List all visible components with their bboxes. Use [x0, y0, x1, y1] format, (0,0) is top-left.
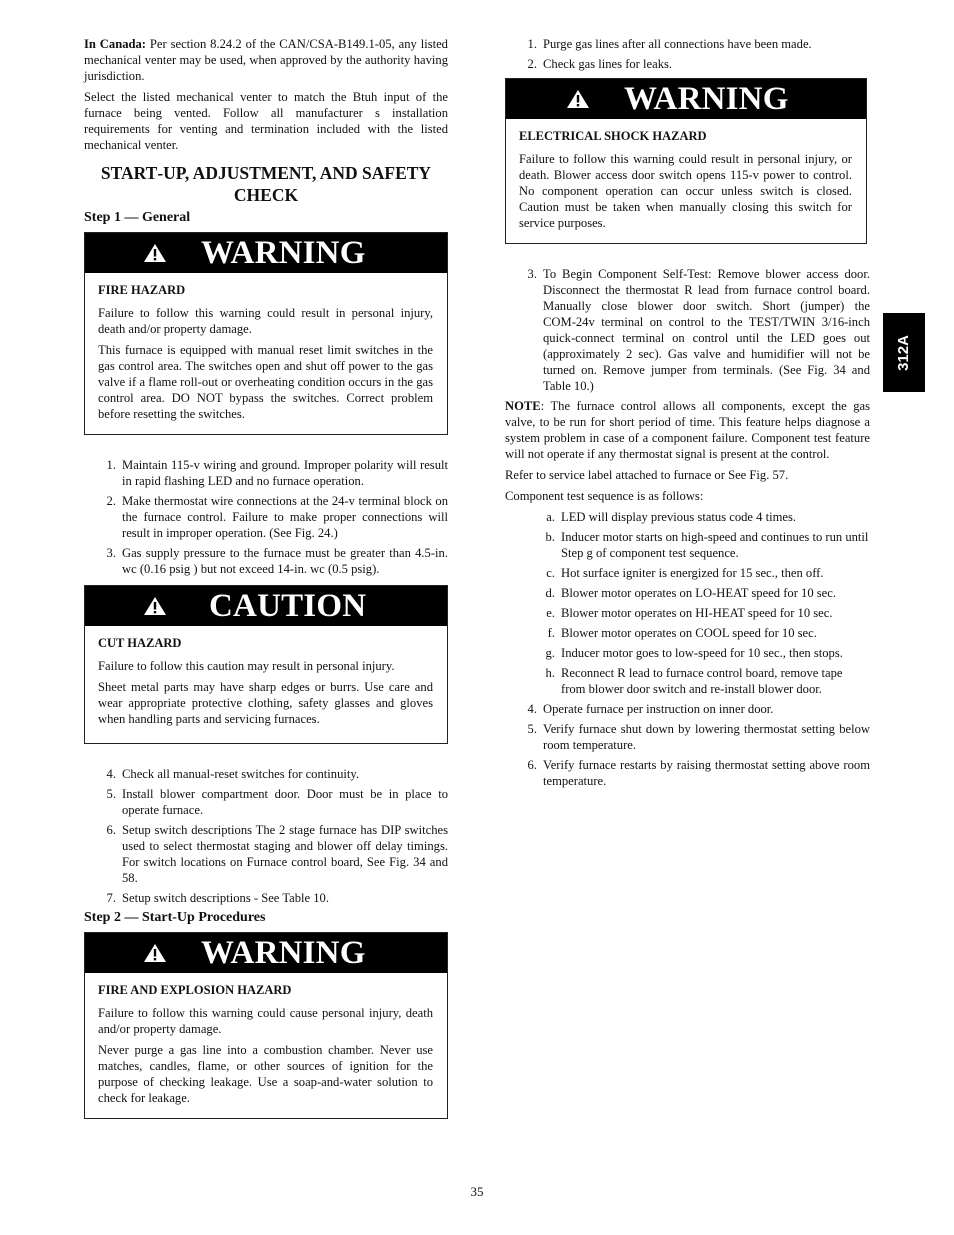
checklist-2 — [84, 766, 448, 906]
caution-title: CUT HAZARD — [98, 636, 182, 650]
fire-explosion-warning-box — [84, 932, 448, 1119]
page-number: 35 — [470, 1184, 484, 1199]
warning-text-1: Failure to follow this warning could cause personal injury, death and/or property damage. — [98, 1006, 433, 1036]
warning-title: FIRE AND EXPLOSION HAZARD — [98, 983, 292, 997]
caution-text-1: Failure to follow this caution may result in personal injury. — [98, 659, 395, 673]
warning-body — [506, 119, 866, 243]
warning-banner — [85, 933, 447, 973]
sequence-intro: Component test sequence is as follows: — [505, 489, 704, 503]
warning-triangle-icon — [143, 243, 167, 263]
warning-triangle-icon — [566, 89, 590, 109]
warning-text-2: This furnace is equipped with manual reset limit switches in the gas control area. The switches open and shut off power to the gas valve if a flame roll‑out or overheating condition occurs in the gas control area. DO NOT bypass the switches. Correct problem before resetting the switches. — [98, 343, 433, 421]
section-heading: START‑UP, ADJUSTMENT, AND SAFETY CHECK — [100, 163, 432, 205]
note-paragraph — [505, 398, 870, 462]
list-item: 7. Setup switch descriptions ‑ See Table 10. — [106, 891, 329, 905]
fire-hazard-warning-box — [84, 232, 448, 435]
step2-heading: Step 2 — Start‑Up Procedures — [84, 910, 266, 925]
list-item: d. Blower motor operates on LO‑HEAT speed for 10 sec. — [545, 586, 837, 600]
list-item: 6. Verify furnace restarts by raising thermostat setting above room temperature. — [527, 758, 870, 788]
caution-banner — [85, 586, 447, 626]
caution-body — [85, 626, 447, 743]
list-item: h. Reconnect R lead to furnace control board, remove tape from blower door switch and re‑install blower door. — [545, 666, 843, 696]
list-item: 2. Make thermostat wire connections at the 24‑v terminal block on the furnace control. Failure to make proper connections will result in improper operation. (See Fig. 24.) — [106, 494, 448, 540]
canada-text: Per section 8.24.2 of the CAN/CSA‑B149.1‑05, any listed mechanical venter may be used, when approved by the authority having jurisdiction. — [84, 37, 448, 83]
side-tab-label: 312A — [894, 334, 912, 371]
electrical-shock-warning-box — [505, 78, 867, 244]
canada-paragraph — [84, 36, 448, 84]
warning-text-1: Failure to follow this warning could result in personal injury, death and/or property damage. — [98, 306, 433, 336]
venter-paragraph: Select the listed mechanical venter to match the Btuh input of the furnace being vented. Follow all manufacturer s installation requirements for venting and termination included with the listed mechanical venter. — [84, 90, 448, 152]
list-item: f. Blower motor operates on COOL speed for 10 sec. — [547, 626, 817, 640]
final-steps-list — [505, 701, 870, 789]
list-item: 5. Install blower compartment door. Door must be in place to operate furnace. — [106, 787, 448, 817]
note-text: : The furnace control allows all components, except the gas valve, to be run for short period of time. This feature helps diagnose a system problem in case of a component failure. Component test feature will not operate if any thermostat signal is present at the control. — [505, 399, 870, 461]
side-tab — [883, 313, 925, 392]
note-label: NOTE — [505, 399, 541, 413]
caution-banner-text: CAUTION — [209, 588, 367, 624]
canada-label: In Canada: — [84, 37, 146, 51]
warning-title: FIRE HAZARD — [98, 283, 186, 297]
list-item: g. Inducer motor goes to low‑speed for 10 sec., then stops. — [545, 646, 843, 660]
warning-triangle-icon — [143, 943, 167, 963]
checklist-1 — [84, 457, 448, 577]
warning-text-1: Failure to follow this warning could result in personal injury, or death. Blower access door switch opens 115‑v power to control. No component operation can occur unless switch is closed. Caution must be taken when manually closing this switch for service purposes. — [519, 152, 852, 230]
list-item: 2. Check gas lines for leaks. — [527, 57, 673, 71]
list-item: 3. Gas supply pressure to the furnace must be greater than 4.5‑in. wc (0.16 psig ) but not exceed 14‑in. wc (0.5 psig). — [106, 546, 448, 576]
list-item: 4. Operate furnace per instruction on inner door. — [527, 702, 774, 716]
right-column — [505, 36, 870, 793]
list-item: 4. Check all manual‑reset switches for continuity. — [106, 767, 359, 781]
list-item: b. Inducer motor starts on high‑speed and continues to run until Step g of component test sequence. — [545, 530, 869, 560]
warning-banner-text: WARNING — [201, 235, 366, 271]
self-test-list — [505, 266, 870, 394]
list-item: c. Hot surface igniter is energized for 15 sec., then off. — [546, 566, 824, 580]
warning-banner — [506, 79, 866, 119]
list-item: 3. To Begin Component Self‑Test: Remove blower access door. Disconnect the thermostat R lead from furnace control board. Manually close blower door switch. Short (jumper) the COM‑24v terminal on control to the TEST/TWIN 3/16‑inch quick‑connect terminal on control until the LED goes out (approximately 2 sec). Gas valve and humidifier will not be turned on. Remove jumper from terminals. (See Fig. 34 and Table 10.) — [527, 267, 870, 393]
warning-triangle-icon — [143, 596, 167, 616]
list-item: 5. Verify furnace shut down by lowering thermostat setting below room temperature. — [527, 722, 870, 752]
refer-paragraph: Refer to service label attached to furnace or See Fig. 57. — [505, 468, 789, 482]
purge-list — [505, 36, 870, 72]
list-item: 1. Purge gas lines after all connections have been made. — [527, 37, 812, 51]
warning-title: ELECTRICAL SHOCK HAZARD — [519, 129, 707, 143]
list-item: e. Blower motor operates on HI‑HEAT speed for 10 sec. — [546, 606, 833, 620]
component-test-sequence — [505, 509, 870, 697]
caution-text-2: Sheet metal parts may have sharp edges or burrs. Use care and wear appropriate protective clothing, safety glasses and gloves when handling parts and servicing furnaces. — [98, 680, 433, 726]
warning-banner-text: WARNING — [201, 935, 366, 971]
cut-hazard-caution-box — [84, 585, 448, 744]
list-item: 6. Setup switch descriptions The 2 stage furnace has DIP switches used to select thermostat staging and blower off delay timings. For switch locations on Furnace control board, See Fig. 34 and 58. — [106, 823, 448, 885]
list-item: 1. Maintain 115‑v wiring and ground. Improper polarity will result in rapid flashing LED and no furnace operation. — [106, 458, 448, 488]
warning-body — [85, 973, 447, 1118]
warning-text-2: Never purge a gas line into a combustion chamber. Never use matches, candles, flame, or other sources of ignition for the purpose of checking leakage. Use a soap‑and‑water solution to check for leakage. — [98, 1043, 433, 1105]
step1-heading: Step 1 — General — [84, 210, 191, 225]
warning-body — [85, 273, 447, 434]
warning-banner-text: WARNING — [624, 81, 789, 117]
left-column — [84, 36, 448, 1141]
list-item: a. LED will display previous status code 4 times. — [546, 510, 797, 524]
warning-banner — [85, 233, 447, 273]
